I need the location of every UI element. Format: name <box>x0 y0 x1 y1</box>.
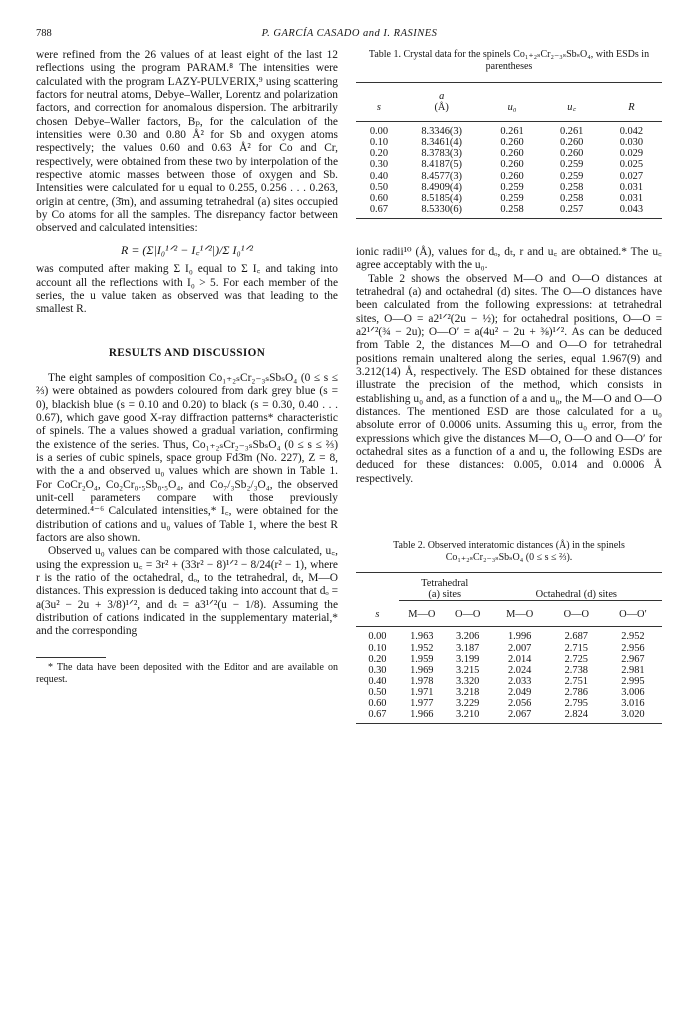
table1-cell: 0.260 <box>500 137 524 149</box>
table1-cell: 0.260 <box>500 159 524 171</box>
t1-header-s: s <box>376 102 381 114</box>
table-1-body <box>356 122 662 219</box>
table1-cell: 0.20 <box>369 148 389 160</box>
footnote: * The data have been deposited with the Editor and are available on request. <box>36 661 338 685</box>
table2-cell: 1.978 <box>410 675 434 687</box>
table2-cell: 1.966 <box>410 709 434 721</box>
table1-cell: 0.00 <box>369 126 389 138</box>
table-row <box>356 631 662 642</box>
table2-cell: 0.67 <box>368 709 387 721</box>
t1-header-a-unit: (Å) <box>434 102 449 114</box>
table2-cell: 3.229 <box>455 697 480 709</box>
table2-cell: 1.959 <box>410 653 434 665</box>
table-2 <box>356 540 662 724</box>
right-text <box>356 246 662 486</box>
table2-cell: 2.033 <box>507 675 532 687</box>
table1-cell: 0.257 <box>560 203 584 215</box>
table2-cell: 2.751 <box>564 675 588 687</box>
table-row <box>356 204 662 219</box>
table2-cell: 2.715 <box>564 642 588 654</box>
table2-cell: 2.024 <box>507 664 532 676</box>
table2-cell: 3.016 <box>621 697 645 709</box>
table2-cell: 1.971 <box>410 686 434 698</box>
table1-cell: 0.50 <box>369 181 389 193</box>
table-row <box>356 654 662 665</box>
left-paragraph-2: was computed after making Σ I₀ equal to Σ I꜀ and taking into account all the reflections with I₀ > 5. For each member of the series, the u value taken as observed was that leading to the smallest R. <box>36 263 338 316</box>
t1-header-a: a <box>439 91 445 102</box>
table2-cell: 1.977 <box>410 697 434 709</box>
table1-cell: 8.3461(4) <box>421 137 463 149</box>
table1-cell: 0.261 <box>560 126 584 138</box>
table1-cell: 0.030 <box>619 137 644 149</box>
table-row <box>356 159 662 170</box>
table1-cell: 0.261 <box>500 126 524 138</box>
table1-cell: 8.4577(3) <box>421 170 463 182</box>
t1-header-uc: u꜀ <box>567 102 577 114</box>
table2-cell: 1.963 <box>410 631 434 643</box>
t2-header-s: s <box>375 609 380 621</box>
table1-cell: 0.260 <box>500 148 524 160</box>
table-row <box>356 137 662 148</box>
table2-cell: 0.60 <box>368 697 387 709</box>
table-row <box>356 709 662 724</box>
table-2-grid <box>356 572 662 724</box>
table1-cell: 0.029 <box>619 148 644 160</box>
table-row <box>356 698 662 709</box>
table-row <box>356 193 662 204</box>
table1-cell: 0.027 <box>619 170 644 182</box>
table2-cell: 2.738 <box>564 664 588 676</box>
table2-cell: 0.10 <box>368 642 387 654</box>
table1-cell: 0.031 <box>619 181 644 193</box>
t1-header-blank-3 <box>601 83 662 103</box>
table1-cell: 0.031 <box>619 192 644 204</box>
table1-cell: 0.042 <box>619 126 644 138</box>
table-2-caption: Table 2. Observed interatomic distances (Å) in the spinels Co₁₊₂ₛCr₂₋₃ₛSbₛO₄ (0 ≤ s ≤ ⅔). <box>393 540 625 564</box>
table2-cell: 3.218 <box>455 686 480 698</box>
table1-cell: 0.258 <box>560 192 584 204</box>
table-row <box>356 182 662 193</box>
table-row <box>356 126 662 137</box>
t2-header-oct-mo: M—O <box>491 601 549 627</box>
table-row <box>356 643 662 654</box>
table1-cell: 0.60 <box>369 192 389 204</box>
right-paragraph-1: ionic radii¹⁰ (Å), values for dₒ, dₜ, r and u꜀ are obtained.* The u꜀ agree acceptably with the u₀. <box>356 245 662 272</box>
table2-cell: 2.795 <box>564 697 588 709</box>
table2-cell: 0.00 <box>368 631 387 643</box>
right-paragraph-2: Table 2 shows the observed M—O and O—O distances at tetrahedral (a) and octahedral (d) sites. The O—O distances have been calculated from the following expressions: at tetrahedral sites, O—O = a2¹ᐟ²(2u − ½); for octahedral positions, O—O = a2¹ᐟ²(¾ − 2u); O—O′ = a(4u² − 2u + ⅜)¹ᐟ². As can be deduced from Table 2, the distances M—O and O—O for tetrahedral positions remain unaltered along the series, equal 1.967(9) and 3.212(14) Å, respectively. The ESD obtained for these distances illustrate the precision of the method, which consists in establishing u₀ and, as a function of a and u₀, the M—O and O—O distances. The mentioned ESD are those calculated for a u₀ absolute error of 0.0006 units. Assuming this u₀ error, from the expressions which give the distances M—O, O—O and O—O′ for octahedral sites as a function of a and u, the following ESDs are deduced for these distances: 0.005, 0.014 and 0.0006 Å respectively. <box>356 272 662 485</box>
table2-cell: 2.725 <box>564 653 588 665</box>
table1-cell: 8.4909(4) <box>421 181 463 193</box>
table1-cell: 8.5185(4) <box>421 192 463 204</box>
table1-cell: 0.10 <box>369 137 389 149</box>
table1-cell: 8.4187(5) <box>421 159 463 171</box>
table1-cell: 0.259 <box>500 192 524 204</box>
table-2-body <box>356 627 662 724</box>
table2-cell: 2.786 <box>564 686 588 698</box>
table1-cell: 0.259 <box>500 181 524 193</box>
left-column <box>36 49 338 686</box>
table-row <box>356 148 662 159</box>
table2-cell: 3.210 <box>455 709 480 721</box>
right-column <box>356 49 662 724</box>
table2-cell: 2.687 <box>564 631 588 643</box>
table2-cell: 3.215 <box>455 664 480 676</box>
table-1 <box>356 49 662 219</box>
table2-cell: 2.824 <box>564 709 588 721</box>
table1-cell: 0.025 <box>619 159 644 171</box>
footnote-rule <box>36 657 106 658</box>
t1-header-r: R <box>628 102 635 114</box>
table1-cell: 0.40 <box>369 170 389 182</box>
table1-cell: 0.259 <box>560 170 584 182</box>
t2-header-oct-oo-prime: O—O′ <box>604 601 662 627</box>
table2-cell: 3.006 <box>621 686 645 698</box>
t2-group-octahedral: Octahedral (d) sites <box>535 589 617 601</box>
table2-cell: 0.30 <box>368 664 387 676</box>
t1-header-uo: u₀ <box>507 102 517 114</box>
table2-cell: 2.956 <box>621 642 645 654</box>
table1-cell: 8.3783(3) <box>421 148 463 160</box>
table2-cell: 2.049 <box>507 686 532 698</box>
table2-cell: 0.50 <box>368 686 387 698</box>
table2-cell: 0.20 <box>368 653 387 665</box>
table-row <box>356 171 662 182</box>
table2-cell: 3.187 <box>455 642 480 654</box>
table1-cell: 0.30 <box>369 159 389 171</box>
table2-cell: 0.40 <box>368 675 387 687</box>
table2-cell: 3.320 <box>455 675 480 687</box>
table2-cell: 1.952 <box>410 642 434 654</box>
table2-cell: 2.981 <box>621 664 645 676</box>
table-row <box>356 687 662 698</box>
table2-cell: 2.007 <box>507 642 532 654</box>
left-paragraph-3: The eight samples of composition Co₁₊₂ₛCr₂₋₃ₛSbₛO₄ (0 ≤ s ≤ ⅔) were obtained as powders coloured from dark grey blue (s = 0), blackish blue (s = 0.10 and 0.20) to black (s = 0.30, 0.40 . . . 0.67), which gave good X-ray diffraction patterns* characteristic of spinels. The a values showed a gradual variation, confirming the existence of the series. Thus, Co₁₊₂ₛCr₂₋₃ₛSbₛO₄ (0 ≤ s ≤ ⅔) is a series of cubic spinels, space group Fd3̄m (No. 227), Z = 8, with the a and observed u₀ values which are shown in Table 1. For CoCr₂O₄, Co₂Cr₀.₅Sb₀.₅O₄, and Co₇/₃Sb₂/₃O₄, the observed unit-cell parameters compare with those previously determined.⁴⁻⁶ Calculated intensities,* I꜀, were obtained for the distribution of cations and u₀ values of Table 1, where the best R factors are also shown. <box>36 371 338 544</box>
table1-cell: 0.259 <box>560 159 584 171</box>
table2-cell: 2.995 <box>621 675 645 687</box>
table-1-grid <box>356 82 662 219</box>
table1-cell: 0.260 <box>500 170 524 182</box>
table2-cell: 3.206 <box>455 631 480 643</box>
table2-cell: 2.967 <box>621 653 645 665</box>
running-authors: P. GARCÍA CASADO and I. RASINES <box>261 28 438 39</box>
table2-cell: 3.020 <box>621 709 645 721</box>
left-paragraph-4: Observed u₀ values can be compared with those calculated, u꜀, using the expression u꜀ = 3r² + (33r² − 8)¹ᐟ² − 8/24(r² − 1), where r is the ratio of the octahedral, dₒ, to the tetrahedral, dₜ, M—O distances. This expression is deduced taking into account that dₒ = a(3u² − 2u + 3/8)¹ᐟ², and dₜ = a3¹ᐟ²(u − 1/8). Assuming the distribution of cations indicated in the supplementary material,* and the corresponding <box>36 545 338 638</box>
table-1-caption: Table 1. Crystal data for the spinels Co₁₊₂ₛCr₂₋₃ₛSbₛO₄, with ESDs in parentheses <box>368 49 650 72</box>
table2-cell: 2.067 <box>507 709 532 721</box>
table1-cell: 0.258 <box>560 181 584 193</box>
t1-header-s-blank <box>356 83 402 103</box>
t2-header-oct-oo: O—O <box>549 601 604 627</box>
table2-cell: 3.199 <box>455 653 480 665</box>
table2-cell: 1.969 <box>410 664 434 676</box>
table-row <box>356 665 662 676</box>
table2-cell: 1.996 <box>507 631 532 643</box>
t2-header-blank <box>356 573 399 601</box>
section-heading: RESULTS AND DISCUSSION <box>108 346 266 359</box>
t2-group-tetrahedral <box>399 573 491 601</box>
table-row <box>356 676 662 687</box>
t2-group-tet-line2: (a) sites <box>428 589 462 601</box>
table1-cell: 0.260 <box>560 148 584 160</box>
r-factor-equation: R = (Σ|I₀¹ᐟ² − I꜀¹ᐟ²|)/Σ I₀¹ᐟ² <box>120 242 254 257</box>
table1-cell: 8.3346(3) <box>421 126 463 138</box>
t2-header-tet-oo: O—O <box>445 601 491 627</box>
t2-group-tet-line1: Tetrahedral <box>421 578 469 590</box>
table1-cell: 0.260 <box>560 137 584 149</box>
table2-cell: 2.056 <box>507 697 532 709</box>
table1-cell: 8.5330(6) <box>421 203 463 215</box>
table1-cell: 0.67 <box>369 203 389 215</box>
table1-cell: 0.258 <box>500 203 524 215</box>
page-number: 788 <box>36 28 52 39</box>
t1-header-blank-1 <box>481 83 542 103</box>
left-paragraph-1: were refined from the 26 values of at least eight of the last 12 reflections using the program PARAM.⁸ The intensities were calculated with the program LAZY-PULVERIX,⁹ using scattering factors for neutral atoms, Debye–Waller, Lorentz and polarization factors, and correction for anomalous dispersion. The arbitrarily chosen Debye–Waller factors, Bₚ, for the calculation of the intensities were 0.30 and 0.80 Å² for Sb and oxygen atoms respectively; the values 0.60 and 0.63 Å² for Co and Cr, respectively, were obtained from these two by interpolation of the respective atomic masses between those of oxygen and Sb. Intensities were calculated for u equal to 0.255, 0.256 . . . 0.263, origin at centre, (3̄m), and assuming tetrahedral (a) sites occupied by Co atoms for all the samples. The disrepancy factor between observed and calculated intensities: <box>36 49 338 235</box>
table2-cell: 2.014 <box>507 653 532 665</box>
table2-cell: 2.952 <box>621 631 645 643</box>
t2-header-tet-mo: M—O <box>399 601 445 627</box>
t1-header-blank-2 <box>543 83 601 103</box>
table1-cell: 0.043 <box>619 203 644 215</box>
